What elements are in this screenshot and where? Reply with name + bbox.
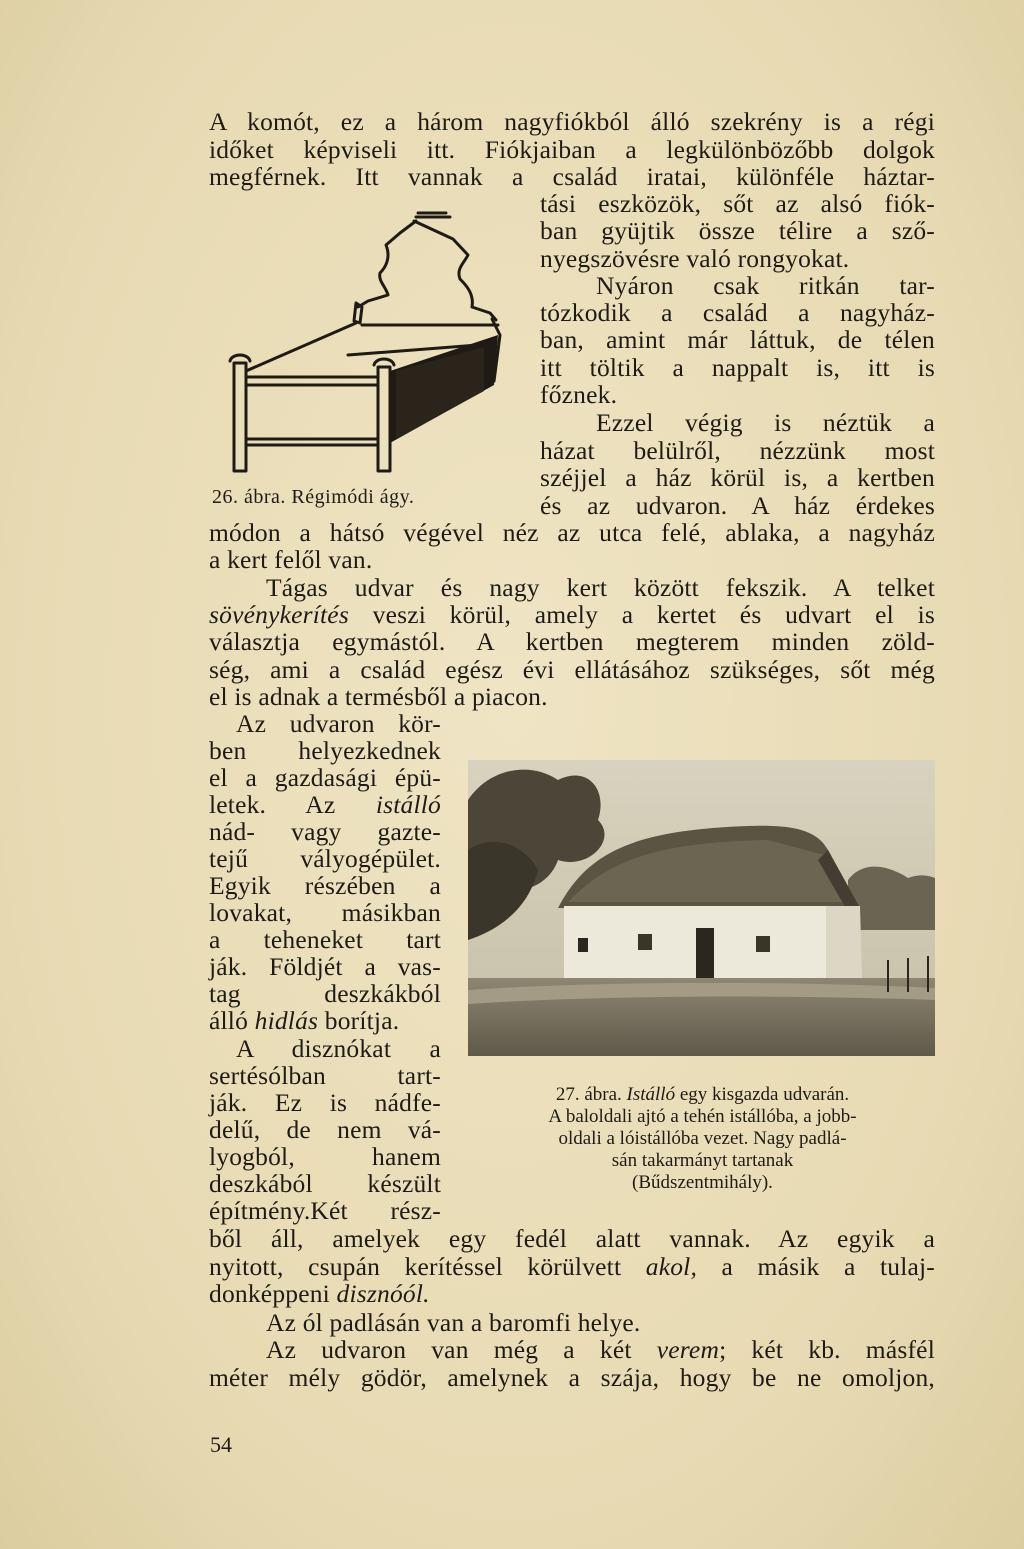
- italic-term: istálló: [375, 790, 441, 819]
- text-line: tejű vályogépület.: [209, 844, 441, 873]
- text-line: nyegszövésre való rongyokat.: [540, 244, 850, 273]
- stable-photo-drawing: [468, 760, 935, 1056]
- italic-term: sövénykerítés: [209, 600, 349, 629]
- text-line: ben helyezkednek: [209, 736, 441, 765]
- text-line: nád- vagy gazte-: [209, 817, 441, 846]
- text-line: Nyáron csak ritkán tar-: [596, 271, 935, 300]
- text-line: el is adnak a termésből a piacon.: [209, 682, 548, 711]
- italic-term: verem: [656, 1335, 720, 1364]
- italic-term: Istálló: [626, 1084, 676, 1105]
- figure-26-caption: 26. ábra. Régimódi ágy.: [212, 486, 415, 508]
- text-span: 27. ábra.: [555, 1084, 627, 1105]
- text-line: deszkából készült: [209, 1169, 441, 1198]
- italic-term: hidlás: [254, 1006, 319, 1035]
- text-line: ség, ami a család egész évi ellátásához szükséges, sőt még: [209, 655, 935, 684]
- text-line: választja egymástól. A kertben megterem minden zöld-: [209, 627, 935, 656]
- text-span: letek. Az: [209, 790, 376, 819]
- text-span: nyitott, csupán kerítéssel körülvett: [209, 1252, 646, 1281]
- text-line: ből áll, amelyek egy fedél alatt vannak. Az egyik a: [209, 1224, 935, 1253]
- text-line: ják. Ez is nádfe-: [209, 1088, 441, 1117]
- text-span: borítja.: [318, 1006, 400, 1035]
- figure-27-caption-line: [470, 1084, 935, 1105]
- text-span: egy kisgazda udvarán.: [675, 1084, 850, 1105]
- text-line: tag deszkákból: [209, 979, 441, 1008]
- text-line: ják. Földjét a vas-: [209, 952, 441, 981]
- figure-27-caption-line: oldali a lóistállóba vezet. Nagy padlá-: [558, 1128, 847, 1149]
- stable-photo: [468, 760, 935, 1056]
- text-line: delű, de nem vá-: [209, 1115, 441, 1144]
- text-line: [209, 601, 935, 628]
- text-span: álló: [209, 1006, 255, 1035]
- text-line: Ezzel végig is néztük a: [596, 408, 935, 437]
- text-line: módon a hátsó végével néz az utca felé, ablaka, a nagyház: [209, 518, 935, 547]
- text-line: tózkodik a család a nagyház-: [540, 298, 935, 327]
- italic-term: disznóól.: [336, 1279, 430, 1308]
- text-line: itt töltik a nappalt is, itt is: [540, 353, 935, 382]
- text-line: Egyik részében a: [209, 871, 441, 900]
- text-line: Az udvaron kör-: [236, 709, 441, 738]
- text-line: Tágas udvar és nagy kert között fekszik. A telket: [266, 573, 935, 602]
- text-line: tási eszközök, sőt az alsó fiók-: [540, 189, 935, 218]
- text-line: építmény.Két rész-: [209, 1196, 441, 1225]
- text-line: házat belülről, nézzünk most: [540, 436, 935, 465]
- text-line: főznek.: [540, 380, 618, 409]
- figure-27-caption-line: A baloldali ajtó a tehén istállóba, a jobb-: [548, 1106, 857, 1127]
- text-line: megférnek. Itt vannak a család iratai, különféle háztar-: [209, 162, 935, 191]
- italic-term: akol,: [645, 1252, 698, 1281]
- text-line: A komót, ez a három nagyfiókból álló szekrény is a régi: [209, 107, 935, 136]
- text-line: időket képviseli itt. Fiókjaiban a legkülönbözőbb dolgok: [209, 135, 935, 164]
- text-line: lyogból, hanem: [209, 1142, 441, 1171]
- text-line: el a gazdasági épü-: [209, 763, 441, 792]
- text-line: Az ól padlásán van a baromfi helye.: [266, 1308, 641, 1337]
- text-line: széjjel a ház körül is, a kertben: [540, 463, 935, 492]
- text-line: [209, 1253, 935, 1280]
- text-span: veszi körül, amely a kertet és udvart el is: [348, 600, 935, 629]
- text-span: donképpeni: [209, 1279, 337, 1308]
- text-line: A disznókat a: [236, 1034, 441, 1063]
- text-span: ; két kb. másfél: [719, 1335, 935, 1364]
- text-line: [209, 1007, 441, 1034]
- text-line: és az udvaron. A ház érdekes: [540, 491, 935, 520]
- figure-27-caption-line: sán takarmányt tartanak: [611, 1150, 794, 1171]
- page-number: 54: [210, 1432, 232, 1457]
- text-line: ban, amint már láttuk, de télen: [540, 325, 935, 354]
- text-line: ban gyüjtik össze télire a sző-: [540, 216, 935, 245]
- text-line: méter mély gödör, amelynek a szája, hogy be ne omoljon,: [209, 1363, 935, 1392]
- text-span: a másik a tulaj-: [697, 1252, 935, 1281]
- text-line: lovakat, másikban: [209, 898, 441, 927]
- figure-27-caption-line: (Bűdszentmihály).: [632, 1172, 773, 1193]
- text-line: [209, 791, 441, 818]
- text-span: Az udvaron van még a két: [266, 1335, 657, 1364]
- text-line: [209, 1280, 935, 1307]
- bed-illustration: [228, 195, 518, 485]
- text-line: sertésólban tart-: [209, 1061, 441, 1090]
- text-line: a teheneket tart: [209, 925, 441, 954]
- text-line: [266, 1336, 935, 1363]
- text-line: a kert felől van.: [209, 545, 373, 574]
